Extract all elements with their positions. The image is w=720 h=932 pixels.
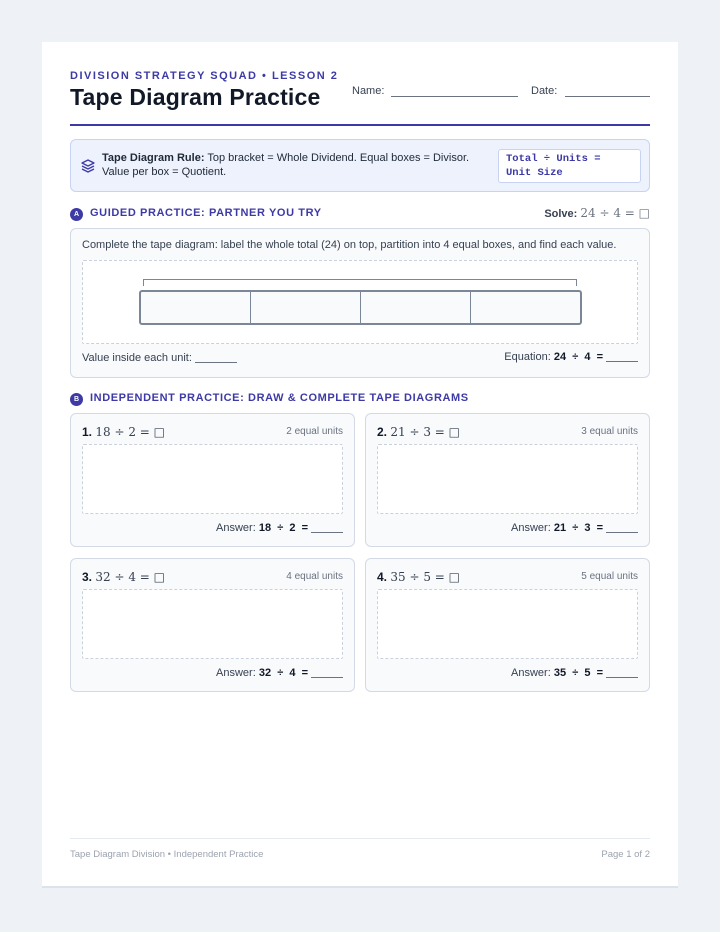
layers-icon [80,158,96,174]
solve-label: Solve: [544,208,578,220]
page-title: Tape Diagram Practice [70,84,321,110]
guided-card [70,228,650,378]
problem-expression: 35 ÷ 5 = □ [390,570,460,584]
name-field[interactable] [391,96,518,97]
problem-card-1 [70,413,355,547]
problem-expression: 32 ÷ 4 = □ [95,570,165,584]
problem-label [82,425,165,439]
lesson-eyebrow: DIVISION STRATEGY SQUAD • LESSON 2 [70,70,339,82]
answer-label: Answer: [511,522,551,534]
answer-blank[interactable] [311,677,343,678]
date-field[interactable] [565,96,650,97]
top-bracket [143,279,577,286]
answer-blank[interactable] [311,532,343,533]
answer-label: Answer: [216,522,256,534]
units-note: 5 equal units [581,571,638,582]
problem-label [82,570,165,584]
tape-unit[interactable] [251,292,361,323]
answer-line [216,667,343,679]
problem-expression: 21 ÷ 3 = □ [390,425,460,439]
drawing-area[interactable] [82,444,343,514]
answer-expression: 35 ÷ 5 = [553,667,603,679]
guided-section-title: GUIDED PRACTICE: PARTNER YOU TRY [90,207,322,219]
answer-label: Answer: [511,667,551,679]
answer-label: Answer: [216,667,256,679]
unit-value-label: Value inside each unit: [82,352,192,364]
answer-expression: 32 ÷ 4 = [258,667,308,679]
footer-left-text: Tape Diagram Division • Independent Practice [70,849,264,860]
units-note: 4 equal units [286,571,343,582]
tape-unit[interactable] [141,292,251,323]
drawing-area[interactable] [82,589,343,659]
section-badge-a: A [70,208,83,221]
guided-solve [544,206,650,220]
unit-value-blank[interactable] [195,362,237,363]
tape-unit[interactable] [361,292,471,323]
drawing-area[interactable] [377,444,638,514]
page-number: Page 1 of 2 [601,849,650,860]
rule-text [102,151,487,179]
section-badge-b: B [70,393,83,406]
guided-section-header [70,206,650,222]
page-footer [70,838,650,860]
units-note: 3 equal units [581,426,638,437]
answer-blank[interactable] [606,677,638,678]
guided-equation [504,351,638,363]
problem-number: 1. [82,425,93,439]
tape-diagram [139,290,582,325]
guided-diagram-area[interactable] [82,260,638,344]
independent-section-header [70,391,650,407]
answer-blank[interactable] [606,532,638,533]
independent-section-title: INDEPENDENT PRACTICE: DRAW & COMPLETE TAPE DIAGRAMS [90,392,469,404]
solve-expression: 24 ÷ 4 = □ [580,206,650,220]
problem-number: 2. [377,425,388,439]
answer-expression: 21 ÷ 3 = [553,522,603,534]
problem-label [377,570,460,584]
unit-value-prompt [82,352,237,364]
date-label: Date: [531,85,558,97]
rule-label: Tape Diagram Rule: [102,152,205,164]
problem-label [377,425,460,439]
worksheet-header [70,70,650,126]
formula-line-2: Unit Size [506,167,563,179]
problem-number: 3. [82,570,93,584]
problem-card-3 [70,558,355,692]
formula-box [498,149,641,183]
name-label: Name: [352,85,385,97]
equation-label: Equation: [504,351,551,363]
problem-card-2 [365,413,650,547]
formula-line-1: Total ÷ Units = [506,153,601,165]
rule-description: Top bracket = Whole Dividend. Equal boxes = Divisor. Value per box = Quotient. [102,152,470,178]
equation-expression: 24 ÷ 4 = [553,351,603,363]
drawing-area[interactable] [377,589,638,659]
answer-line [511,522,638,534]
worksheet-page [42,42,678,888]
equation-blank[interactable] [606,361,638,362]
guided-instruction: Complete the tape diagram: label the whole total (24) on top, partition into 4 equal boxes, and find each value. [82,239,617,251]
units-note: 2 equal units [286,426,343,437]
answer-line [511,667,638,679]
problem-number: 4. [377,570,388,584]
rule-callout [70,139,650,192]
problem-card-4 [365,558,650,692]
problem-expression: 18 ÷ 2 = □ [95,425,165,439]
answer-line [216,522,343,534]
answer-expression: 18 ÷ 2 = [258,522,308,534]
tape-unit[interactable] [471,292,580,323]
